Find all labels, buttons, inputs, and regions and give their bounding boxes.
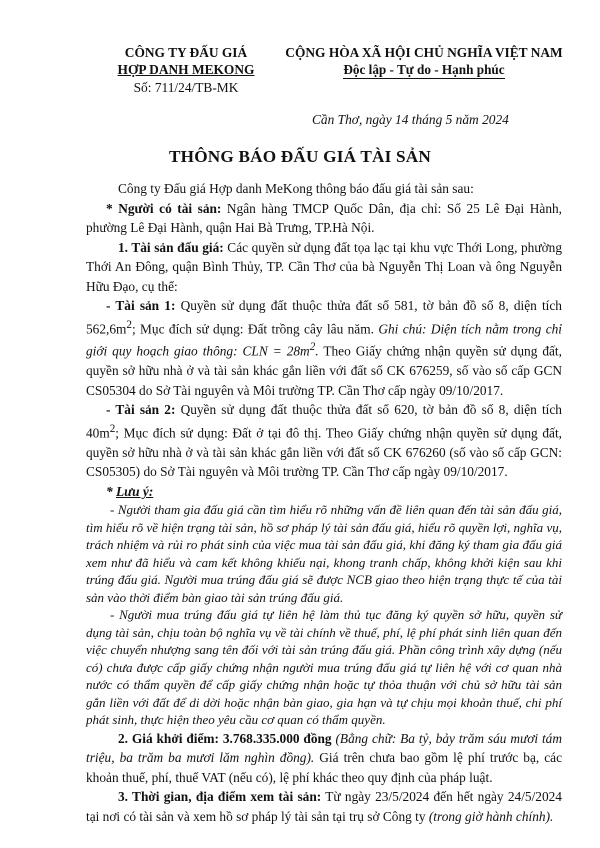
section-3-label: 3. Thời gian, địa điểm xem tài sản: (118, 789, 322, 805)
section-3-hours: (trong giờ hành chính). (428, 808, 554, 824)
national-header (284, 44, 564, 78)
nation-name: CỘNG HÒA XÃ HỘI CHỦ NGHĨA VIỆT NAM (285, 45, 563, 60)
owner-label: * Người có tài sản: (106, 200, 222, 216)
section-3-paragraph (86, 787, 562, 826)
asset-1-text-c: Theo Giấy chứng nhận quyền sử dụng đất, quyền sở hữu nhà ở và tài sản khác gắn liền với đất số CK 676259, số vào số cấp GCN CS05304 do Sở Tài nguyên và Môi trường TP. Cần Thơ cấp ngày 09/10/2017. (86, 343, 562, 398)
section-1-label: 1. Tài sản đấu giá: (118, 239, 224, 255)
section-2-text: Giá trên chưa bao gồm lệ phí trước bạ, các khoản thuế, phí, thuế VAT (nếu có), lệ phí khác theo quy định của pháp luật. (86, 750, 563, 785)
asset-2-area-sup: 2 (109, 422, 116, 435)
section-3-text: Từ ngày 23/5/2024 đến hết ngày 24/5/2024 tại nơi có tài sản và xem hồ sơ pháp lý tài sản tại trụ sở Công ty (86, 789, 562, 824)
document-body (86, 179, 562, 826)
asset-1-label: - Tài sản 1: (106, 298, 176, 313)
note-2: - Người mua trúng đấu giá tự liên hệ làm thủ tục đăng ký quyền sở hữu, quyền sử dụng tài sản, chịu toàn bộ nghĩa vụ về tài chính về thuế, phí, lệ phí phát sinh liên quan đến việc chuyển nhượng sang tên đối với tài sản trúng đấu giá. Phần công trình xây dựng (nếu có) chưa được cấp giấy chứng nhận người mua trúng đấu giá tự liên hệ với cơ quan nhà nước có thẩm quyền để cấp giấy chứng nhận hoặc tự thỏa thuận với chủ sở hữu tài sản gắn liền với đất để di dời hoặc nhận bàn giao, gia hạn và tự chịu mọi khoản thuế, chi phí phát sinh, thực hiện theo yêu cầu cơ quan có thẩm quyền. (86, 607, 562, 728)
asset-1-note-end: . (315, 343, 319, 359)
asset-1-text-b: ; Mục đích sử dụng: Đất trồng cây lâu năm. (131, 320, 374, 336)
document-title: THÔNG BÁO ĐẤU GIÁ TÀI SẢN (168, 147, 432, 166)
intro-paragraph: Công ty Đấu giá Hợp danh MeKong thông báo đấu giá tài sản sau: (118, 181, 474, 196)
owner-text: Ngân hàng TMCP Quốc Dân, địa chỉ: Số 25 Lê Đại Hành, phường Lê Đại Hành, quận Hai Bà Trưng, TP.Hà Nội. (86, 200, 562, 235)
section-2-label: 2. Giá khởi điểm: 3.768.335.000 đồng (118, 730, 332, 746)
note-1: - Người tham gia đấu giá cần tìm hiểu rõ những vấn đề liên quan đến tài sản đấu giá, tìm hiểu rõ về hiện trạng tài sản, hồ sơ pháp lý tài sản đấu giá, hiểu rõ quyền lợi, nghĩa vụ, trách nhiệm và rủi ro phát sinh của việc mua tài sản đấu giá, khi đăng ký tham gia đấu giá xem như đã hiểu và cam kết không khiếu nại, khong tranh chấp, không khởi kiện sau khi trúng đấu giá. Người mua trúng đấu giá sẽ được NCB giao theo hiện trạng thực tế của tài sản vào thời điểm bàn giao tài sản trúng đấu giá. (86, 502, 562, 605)
asset-2-paragraph (86, 400, 562, 481)
section-1-paragraph (86, 238, 562, 297)
asset-2-label: - Tài sản 2: (106, 402, 176, 418)
section-2-amount-words: (Bằng chữ: Ba tỷ, bảy trăm sáu mươi tám triệu, ba trăm ba mươi lăm nghìn đồng). (86, 730, 562, 766)
asset-1-area-sup: 2 (126, 318, 132, 331)
owner-paragraph (86, 199, 562, 238)
notes-heading (86, 482, 562, 502)
issuer-name-line1: CÔNG TY ĐẤU GIÁ (124, 45, 248, 60)
date-line: Cần Thơ, ngày 14 tháng 5 năm 2024 (312, 112, 509, 127)
document-number: Số: 711/24/TB-MK (133, 80, 239, 95)
asset-2-text-a: Quyền sử dụng đất thuộc thửa đất số 620, tờ bản đồ số 8, diện tích 40m (86, 402, 562, 441)
asset-2-text-b: ; Mục đích sử dụng: Đất ở tại đô thị. Theo Giấy chứng nhận quyền sử dụng đất, quyền sở hữu nhà ở và tài sản khác gắn liền với đất số CK 676260 (số vào số cấp GCN: CS05305) do Sở Tài nguyên và Môi trường TP. Cần Thơ cấp ngày 09/10/2017. (86, 425, 562, 480)
issuer-block (96, 44, 276, 78)
issuer-name-line2: HỢP DANH MEKONG (117, 62, 255, 77)
section-2-paragraph (86, 729, 562, 788)
notes-prefix: * (106, 483, 117, 499)
asset-1-text-a: Quyền sử dụng đất thuộc thửa đất số 581, tờ bản đồ số 8, diện tích 562,6m (86, 298, 562, 336)
section-1-text: Các quyền sử dụng đất tọa lạc tại khu vực Thới Long, phường Thới An Đông, quận Bình Thủy, TP. Cần Thơ của bà Nguyễn Thị Loan và ông Nguyễn Hữu Đạo, cụ thể: (86, 239, 562, 294)
notes-label: Lưu ý: (116, 483, 154, 499)
asset-1-paragraph (86, 296, 562, 400)
asset-1-note-sup: 2 (309, 341, 316, 354)
asset-1-note: Ghi chú: Diện tích nằm trong chỉ giới quy hoạch giao thông: CLN = 28m (86, 320, 562, 359)
national-motto: Độc lập - Tự do - Hạnh phúc (343, 62, 505, 77)
